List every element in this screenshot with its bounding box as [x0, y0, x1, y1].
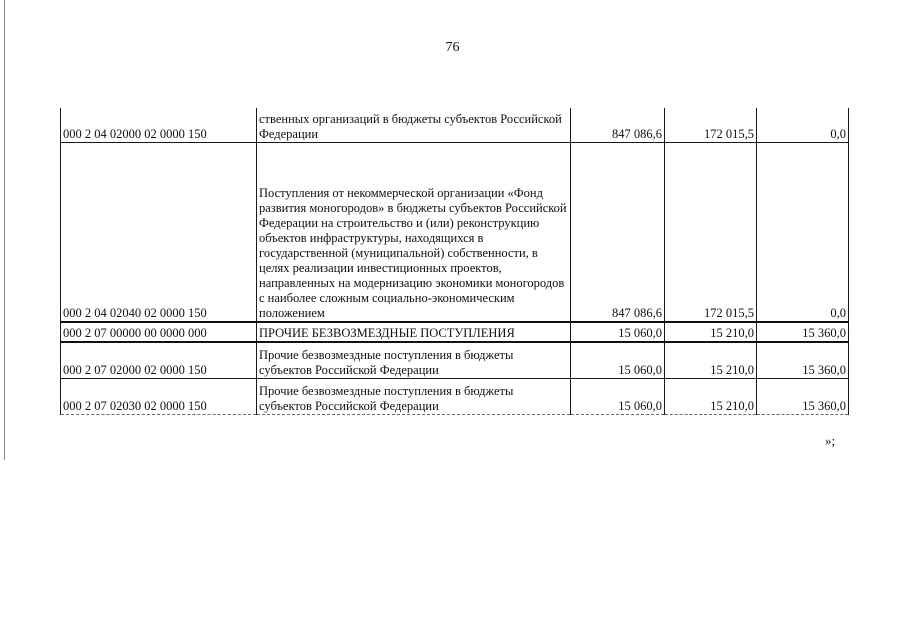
- amount-cell-2: 15 210,0: [665, 342, 757, 378]
- amount-cell-2: 15 210,0: [665, 322, 757, 342]
- amount-cell-3: 0,0: [757, 142, 849, 322]
- amount-cell-1: 15 060,0: [571, 378, 665, 414]
- table-row: [61, 378, 849, 414]
- amount-cell-2: 15 210,0: [665, 378, 757, 414]
- table-row: [61, 342, 849, 378]
- budget-code-cell: 000 2 07 00000 00 0000 000: [61, 322, 257, 342]
- table-row: [61, 108, 849, 142]
- table-row: [61, 142, 849, 322]
- amount-cell-1: 847 086,6: [571, 108, 665, 142]
- amount-cell-3: 15 360,0: [757, 378, 849, 414]
- budget-code-cell: 000 2 04 02000 02 0000 150: [61, 108, 257, 142]
- amount-cell-3: 15 360,0: [757, 322, 849, 342]
- budget-code-cell: 000 2 07 02030 02 0000 150: [61, 378, 257, 414]
- budget-code-cell: 000 2 07 02000 02 0000 150: [61, 342, 257, 378]
- scan-edge-line: [4, 0, 5, 460]
- revenue-name-cell: Прочие безвозмездные поступления в бюджеты субъектов Российской Федерации: [257, 342, 571, 378]
- amount-cell-3: 15 360,0: [757, 342, 849, 378]
- revenue-name-cell: Поступления от некоммерческой организации «Фонд развития моногородов» в бюджеты субъектов Российской Федерации на строительство и (или) реконструкцию объектов инфраструктуры, находящихся в государственной (муниципальной) собственности, в целях реализации инвестиционных проектов, направленных на модернизацию экономики моногородов с наиболее сложным социально-экономическим положением: [257, 142, 571, 322]
- revenue-name-cell: ственных организаций в бюджеты субъектов Российской Федерации: [257, 108, 571, 142]
- amount-cell-1: 15 060,0: [571, 342, 665, 378]
- amount-cell-2: 172 015,5: [665, 142, 757, 322]
- table-row: [61, 322, 849, 342]
- revenue-name-cell: ПРОЧИЕ БЕЗВОЗМЕЗДНЫЕ ПОСТУПЛЕНИЯ: [257, 322, 571, 342]
- revenue-name-cell: Прочие безвозмездные поступления в бюджеты субъектов Российской Федерации: [257, 378, 571, 414]
- closing-quote-mark: »;: [825, 433, 836, 448]
- amount-cell-3: 0,0: [757, 108, 849, 142]
- budget-revenue-table: [60, 108, 849, 415]
- amount-cell-2: 172 015,5: [665, 108, 757, 142]
- amount-cell-1: 15 060,0: [571, 322, 665, 342]
- page-number: 76: [445, 40, 460, 55]
- amount-cell-1: 847 086,6: [571, 142, 665, 322]
- budget-code-cell: 000 2 04 02040 02 0000 150: [61, 142, 257, 322]
